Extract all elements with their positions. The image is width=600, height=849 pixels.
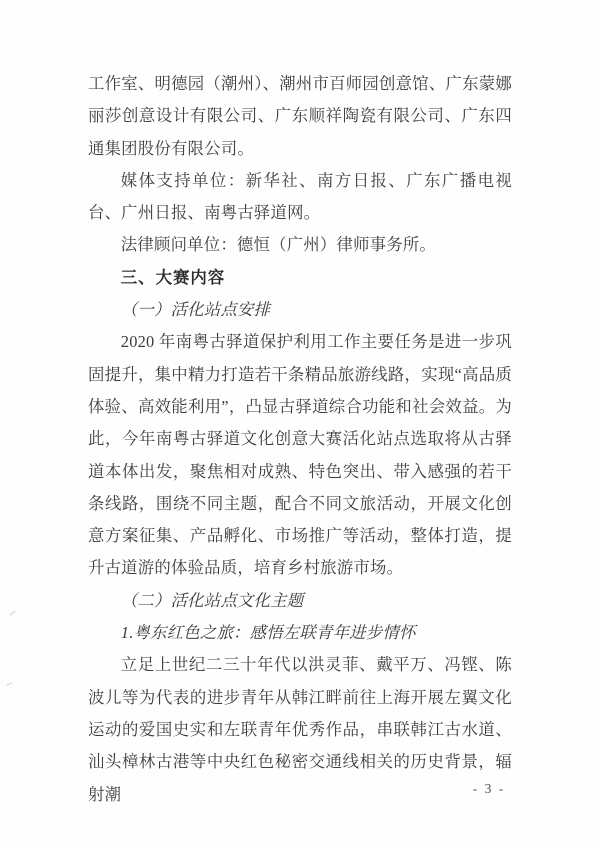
item-heading-red-journey: 1.粤东红色之旅：感悟左联青年进步情怀	[120, 623, 416, 643]
paragraph-media-support-units: 媒体支持单位：新华社、南方日报、广东广播电视台、广州日报、南粤古驿道网。	[88, 170, 512, 223]
document-body	[88, 68, 512, 811]
scan-artifact	[9, 610, 16, 616]
subsection-heading-cultural-themes: （二）活化站点文化主题	[120, 590, 304, 610]
paragraph-red-journey-body: 立足上世纪二三十年代以洪灵菲、戴平万、冯铿、陈波儿等为代表的进步青年从韩江畔前往上海开展左翼文化运动的爱国史实和左联青年优秀作品，串联韩江古水道、汕头樟林古港等中央红色秘密交通线相关的历史背景，辐射潮	[88, 655, 512, 804]
scan-artifact	[6, 682, 12, 687]
paragraph-sponsor-units-continuation: 工作室、明德园（潮州）、潮州市百师园创意馆、广东蒙娜丽莎创意设计有限公司、广东顺祥陶瓷有限公司、广东四通集团股份有限公司。	[88, 74, 512, 158]
paragraph-legal-advisor-unit: 法律顾问单位：德恒（广州）律师事务所。	[120, 235, 437, 255]
section-heading-competition-content: 三、大赛内容	[120, 268, 226, 287]
paragraph-station-arrangement-body: 2020 年南粤古驿道保护利用工作主要任务是进一步巩固提升，集中精力打造若干条精品旅游线路，实现“高品质体验、高效能利用”，凸显古驿道综合功能和社会效益。为此，今年南粤古驿道文化创意大赛活化站点选取将从古驿道本体出发，聚焦相对成熟、特色突出、带入感强的若干条线路，围绕不同主题，配合不同文旅活动，开展文化创意方案征集、产品孵化、市场推广等活动，整体打造，提升古道游的体验品质，培育乡村旅游市场。	[88, 332, 512, 578]
page-number: - 3 -	[472, 781, 506, 796]
subsection-heading-station-arrangement: （一）活化站点安排	[120, 300, 271, 320]
